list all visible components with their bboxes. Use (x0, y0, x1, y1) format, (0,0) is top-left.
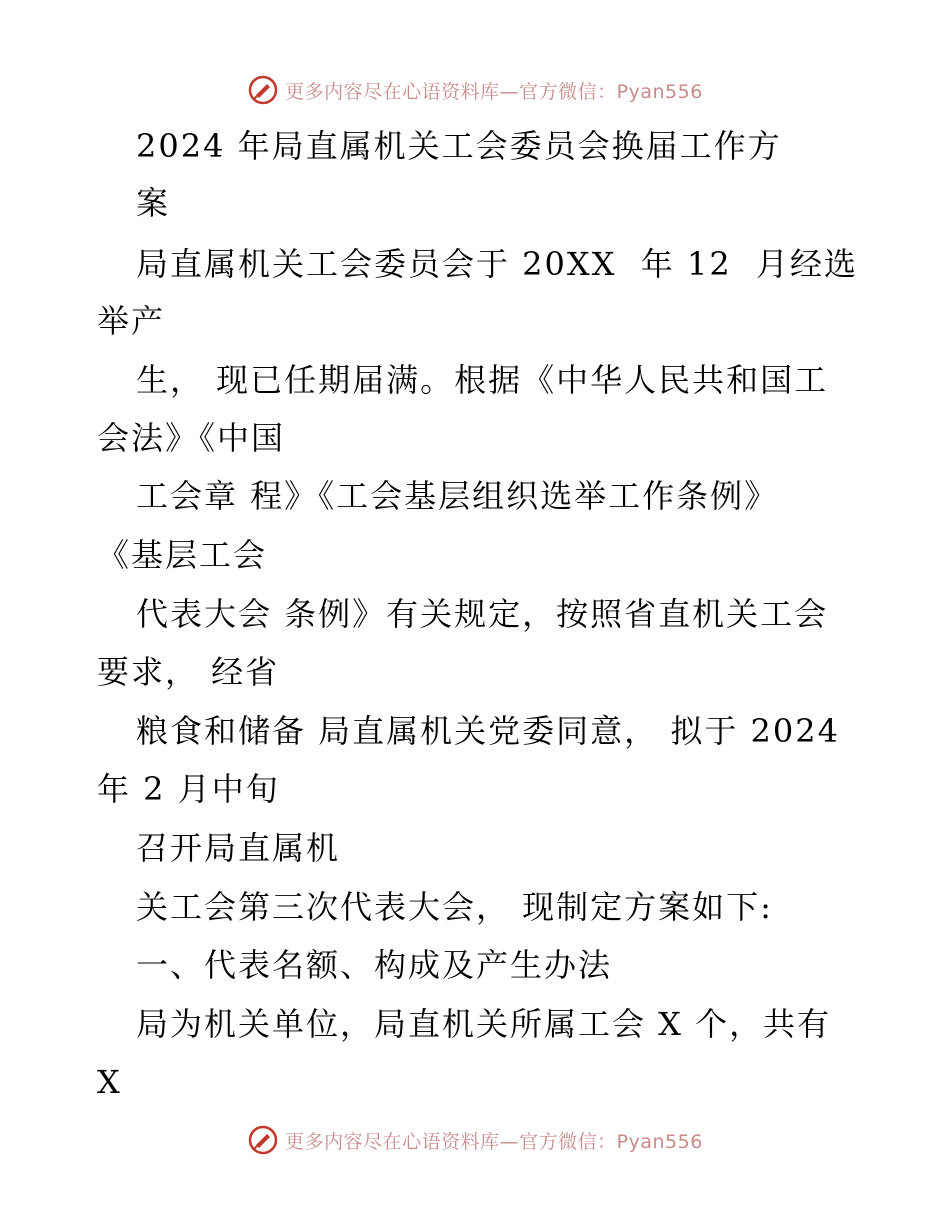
doc-text-line: 代表大会 条例》有关规定，按照省直机关工会 (136, 595, 829, 633)
doc-text-line: 要求， 经省 (97, 653, 280, 691)
watermark-header (0, 70, 950, 110)
doc-text-line: 工会章 程》《工会基层组织选举工作条例》 (136, 477, 779, 515)
watermark-text: 更多内容尽在心语资料库—官方微信：Pyan556 (285, 1130, 703, 1153)
watermark-text: 更多内容尽在心语资料库—官方微信：Pyan556 (285, 80, 703, 103)
doc-text-line: 举产 (97, 302, 166, 340)
doc-text-line: 粮食和储备 局直属机关党委同意， 拟于 2024 (136, 712, 840, 750)
doc-text-line: 关工会第三次代表大会， 现制定方案如下: (136, 888, 773, 926)
logo-icon (247, 1124, 279, 1156)
doc-text-line: 召开局直属机 (136, 829, 341, 867)
doc-text-line: 会法》《中国 (97, 419, 286, 457)
doc-text-line: 生， 现已任期届满。根据《中华人民共和国工 (136, 361, 829, 399)
doc-text-line: 局为机关单位，局直机关所属工会 X 个，共有 (136, 1005, 832, 1043)
doc-text-line: X (97, 1063, 122, 1101)
doc-text-line: 《基层工会 (97, 536, 268, 574)
doc-text-line: 年 2 月中旬 (97, 770, 280, 808)
doc-text-line: 局直属机关工会委员会于 20XX 年 12 月经选 (136, 245, 859, 283)
doc-title-line-1: 2024 年局直属机关工会委员会换届工作方 (136, 127, 782, 165)
watermark-footer (0, 1120, 950, 1160)
doc-title-line-2: 案 (136, 184, 171, 222)
logo-icon (247, 74, 279, 106)
section-heading: 一、代表名额、构成及产生办法 (136, 946, 613, 984)
